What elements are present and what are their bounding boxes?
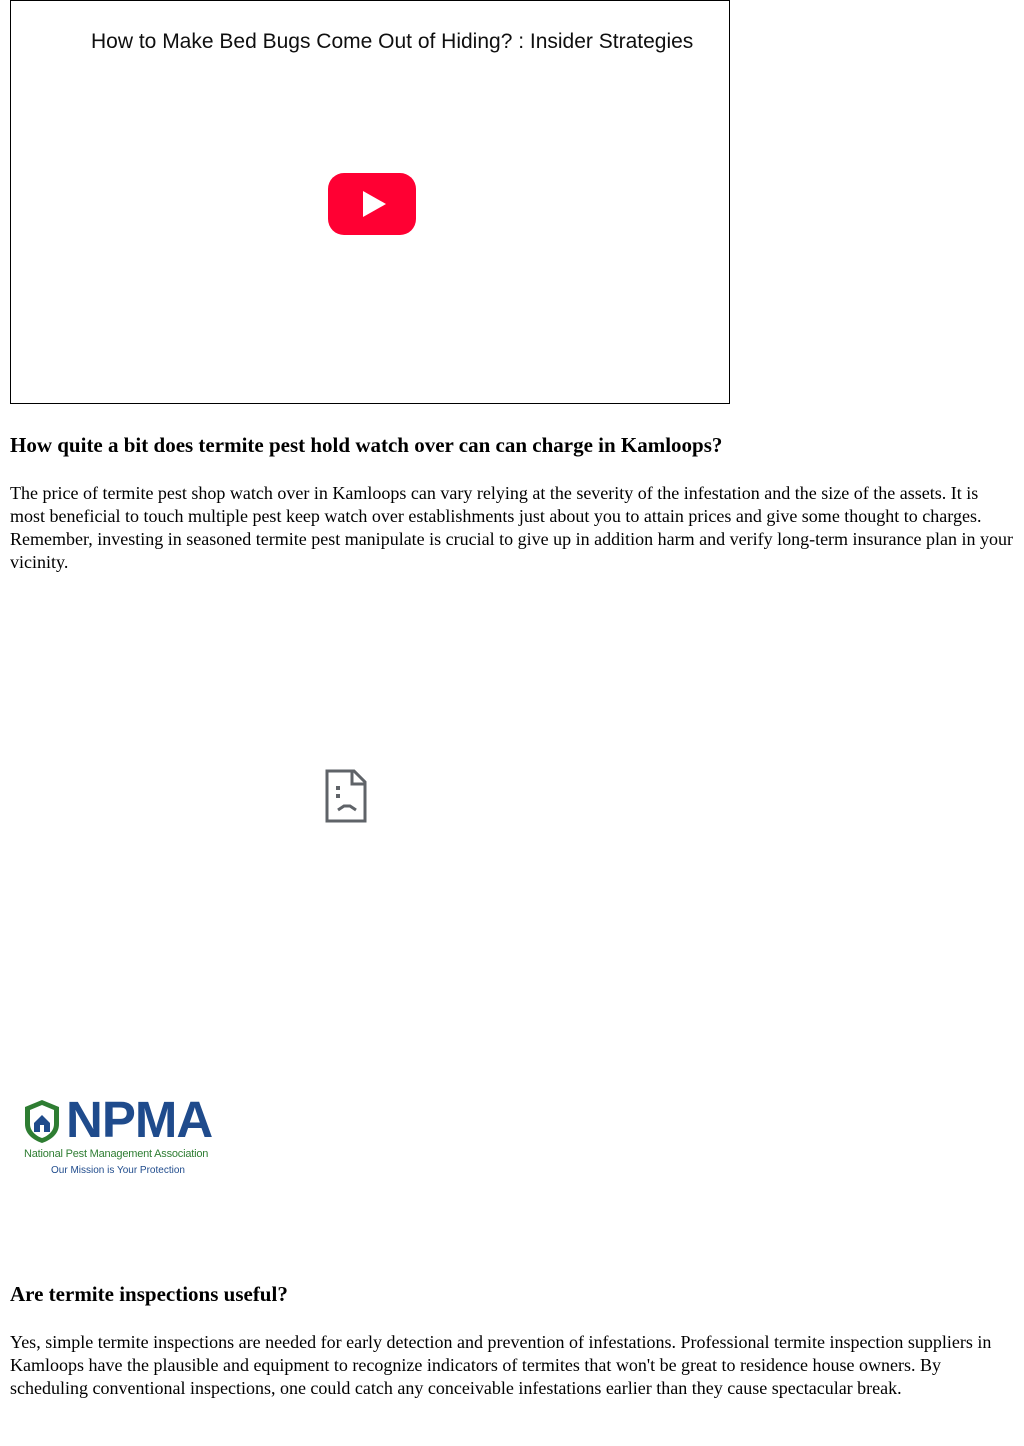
youtube-play-icon	[328, 173, 416, 235]
house-shield-icon	[22, 1098, 62, 1144]
section-paragraph-inspections: Yes, simple termite inspections are needed for early detection and prevention of infestations. Professional termite inspection suppliers in Kamloops have the plausible and equipment to recognize indicators of termites that won't be great to residence house owners. By scheduling conventional inspections, one could catch any conceivable infestations earlier than they cause spectacular break.	[10, 1332, 992, 1398]
npma-tagline: Our Mission is Your Protection	[51, 1165, 185, 1176]
npma-full-name: National Pest Management Association	[24, 1148, 209, 1160]
broken-image-icon	[324, 768, 368, 824]
section-heading-inspections: Are termite inspections useful?	[10, 1282, 288, 1306]
section-heading-cost: How quite a bit does termite pest hold watch over can can charge in Kamloops?	[10, 433, 723, 457]
video-embed[interactable]	[10, 0, 730, 404]
npma-logo	[18, 1090, 242, 1186]
video-title[interactable]: How to Make Bed Bugs Come Out of Hiding? : Insider Strategies	[91, 30, 694, 53]
play-button[interactable]	[328, 173, 416, 235]
broken-image	[324, 768, 368, 824]
npma-wordmark: NPMA	[66, 1091, 213, 1148]
section-paragraph-cost: The price of termite pest shop watch over in Kamloops can vary relying at the severity of the infestation and the size of the assets. It is most beneficial to touch multiple pest keep watch over establishments just about you to attain prices and give some thought to charges. Remember, investing in seasoned termite pest manipulate is crucial to give up in addition harm and verify long-term insurance plan in your vicinity.	[10, 483, 1014, 572]
